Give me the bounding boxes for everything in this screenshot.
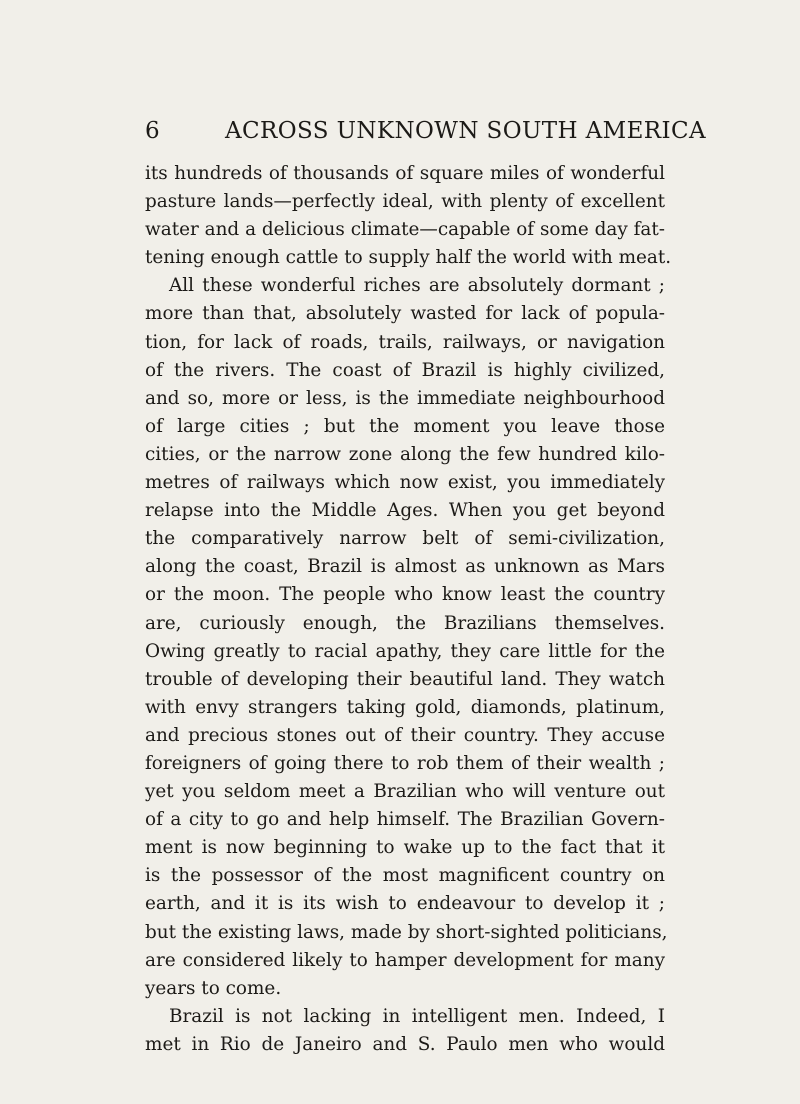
page-number: 6: [145, 118, 161, 144]
text-line: along the coast, Brazil is almost as unknown as Mars: [145, 556, 665, 578]
text-line: are considered likely to hamper development for many: [145, 949, 665, 971]
text-line: years to come.: [145, 977, 282, 999]
text-line: the comparatively narrow belt of semi-civilization,: [145, 528, 665, 550]
text-line: met in Rio de Janeiro and S. Paulo men who would: [145, 1033, 665, 1055]
text-line: foreigners of going there to rob them of their wealth ;: [145, 752, 665, 774]
text-line: is the possessor of the most magnificent country on: [145, 865, 665, 887]
text-line: water and a delicious climate—capable of some day fat-: [145, 219, 665, 241]
text-line: metres of railways which now exist, you immediately: [145, 472, 665, 494]
text-line: more than that, absolutely wasted for lack of popula-: [145, 303, 665, 325]
text-line: Owing greatly to racial apathy, they care little for the: [145, 640, 665, 662]
text-line: of a city to go and help himself. The Brazilian Govern-: [145, 809, 665, 831]
running-head: [145, 118, 707, 152]
text-line: tion, for lack of roads, trails, railways, or navigation: [145, 331, 665, 353]
text-line: with envy strangers taking gold, diamonds, platinum,: [145, 696, 665, 718]
text-line: relapse into the Middle Ages. When you get beyond: [145, 500, 665, 522]
text-line: trouble of developing their beautiful land. They watch: [145, 668, 665, 690]
text-line: or the moon. The people who know least the country: [145, 584, 665, 606]
text-line: and so, more or less, is the immediate neighbourhood: [145, 387, 665, 409]
text-line: earth, and it is its wish to endeavour to develop it ;: [145, 893, 665, 915]
text-line: are, curiously enough, the Brazilians themselves.: [145, 612, 665, 634]
text-line: of large cities ; but the moment you leave those: [145, 415, 665, 437]
text-line: ment is now beginning to wake up to the fact that it: [145, 837, 665, 859]
running-title: ACROSS UNKNOWN SOUTH AMERICA: [225, 118, 707, 144]
text-line: yet you seldom meet a Brazilian who will venture out: [145, 781, 665, 803]
text-line: but the existing laws, made by short-sighted politicians,: [145, 921, 668, 943]
body-text: [145, 160, 672, 1059]
text-line: All these wonderful riches are absolutely dormant ;: [169, 275, 665, 297]
text-line: pasture lands—perfectly ideal, with plenty of excellent: [145, 191, 665, 213]
text-line: of the rivers. The coast of Brazil is highly civilized,: [145, 359, 665, 381]
text-line: tening enough cattle to supply half the world with meat.: [145, 247, 672, 269]
text-line: Brazil is not lacking in intelligent men. Indeed, I: [169, 1005, 665, 1027]
text-line: its hundreds of thousands of square miles of wonderful: [145, 163, 665, 184]
text-line: and precious stones out of their country. They accuse: [145, 724, 665, 746]
text-line: cities, or the narrow zone along the few hundred kilo-: [145, 443, 665, 465]
